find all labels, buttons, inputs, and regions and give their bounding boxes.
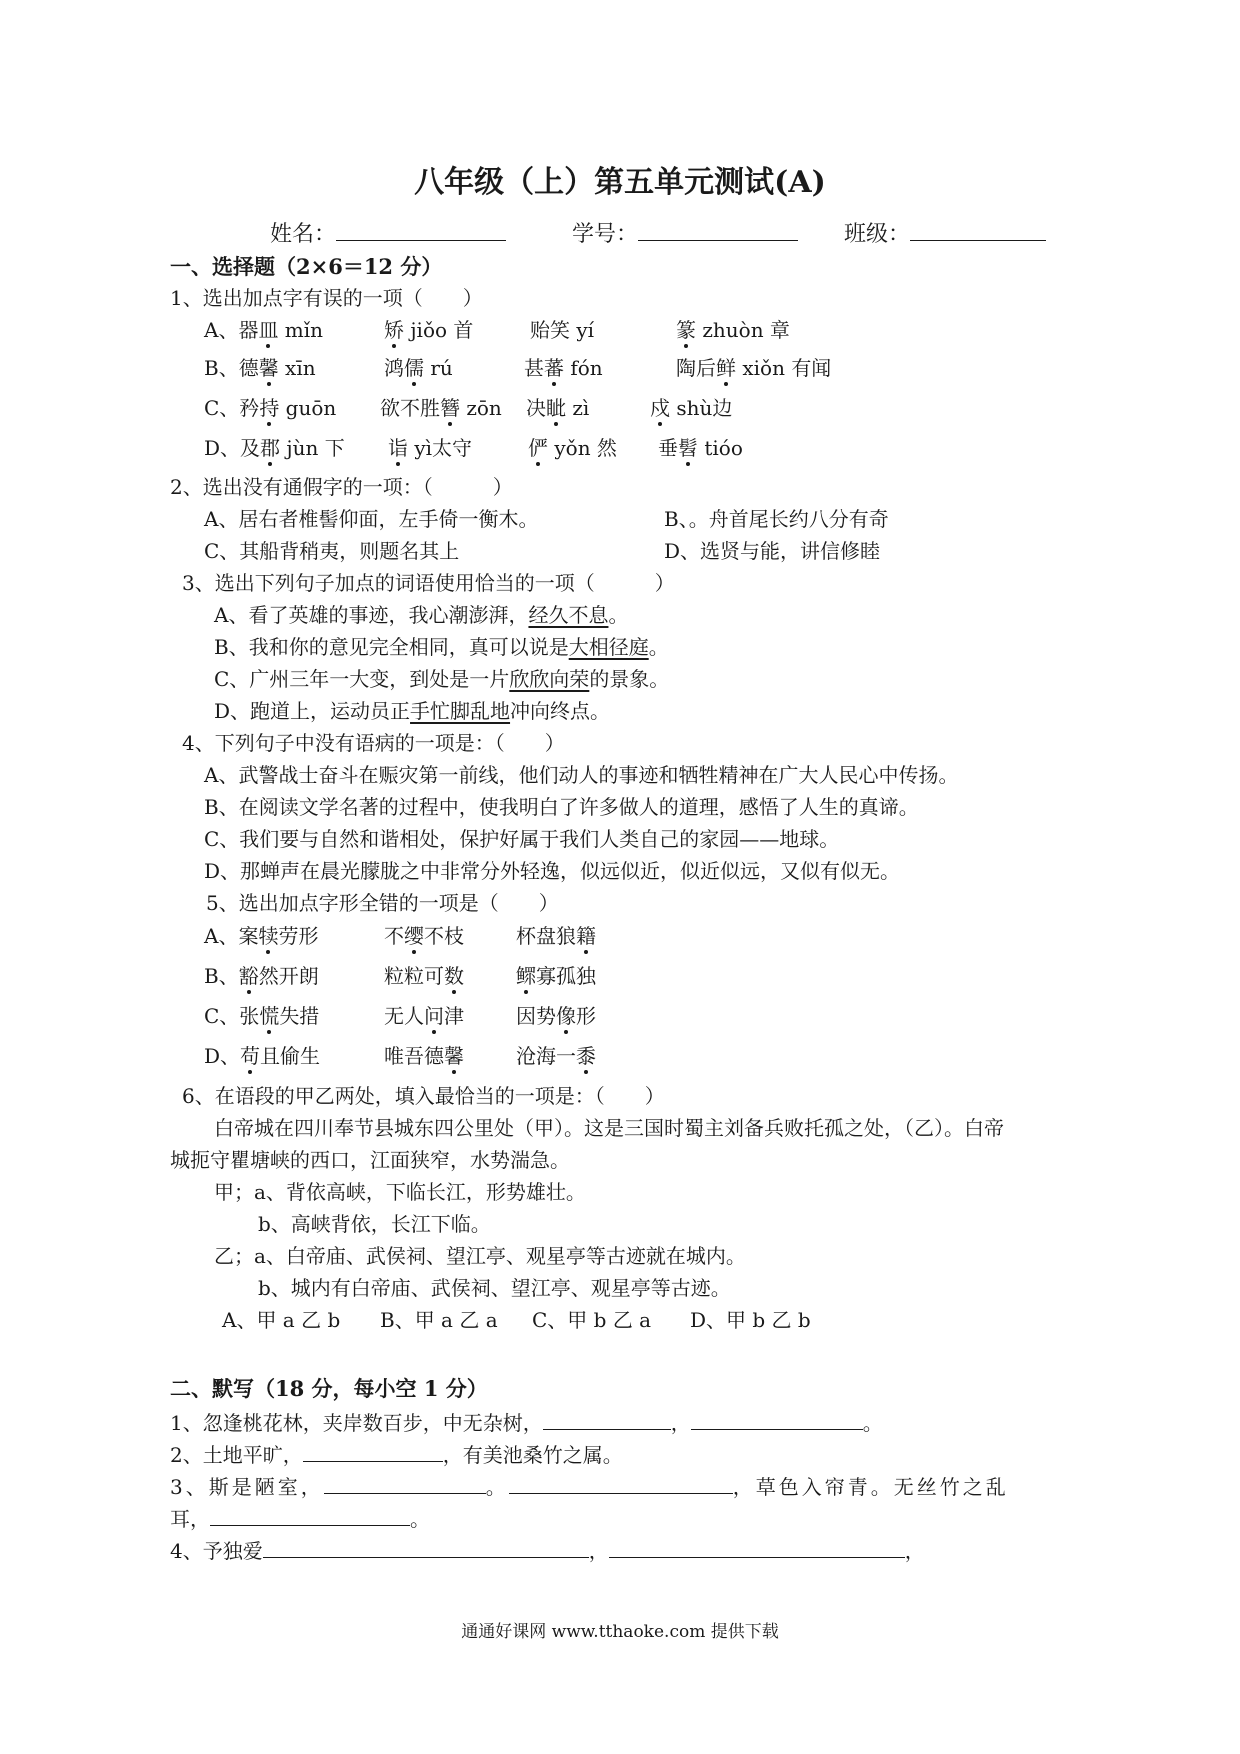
q2-option-b: B、。舟首尾长约八分有奇 — [664, 507, 889, 531]
q1-c-3-pre: 决 — [526, 396, 546, 420]
dictation-2-text: 2、土地平旷， — [170, 1443, 303, 1467]
dictation-3-period: 。 — [485, 1475, 509, 1499]
q1-c-1-dotted: 持 — [259, 396, 280, 420]
q3-b-end: 。 — [648, 635, 669, 659]
dictation-line-1 — [170, 1411, 883, 1433]
q3-c-text: C、广州三年一大变，到处是一片 — [214, 667, 510, 691]
q1-b-2-dotted: 儒 — [404, 356, 424, 380]
q1-c-4-post: shù边 — [670, 396, 733, 420]
q5-b-2-dotted: 数 — [444, 964, 464, 988]
dictation-2-blank[interactable] — [303, 1443, 443, 1462]
q1-a-1-dotted: 皿 — [258, 318, 279, 342]
dictation-3-text: 3、斯是陋室， — [170, 1475, 324, 1499]
q4-option-a: A、武警战士奋斗在赈灾第一前线，他们动人的事迹和牺牲精神在广大人民心中传扬。 — [204, 763, 959, 787]
q3-a-end: 。 — [608, 603, 629, 627]
q1-a-4-post: zhuòn 章 — [696, 318, 790, 342]
q5-d-2-dotted: 馨 — [444, 1044, 464, 1068]
q6-passage-line-2: 城扼守瞿塘峡的西口，江面狭窄，水势湍急。 — [170, 1148, 570, 1172]
q1-a-2-post: jiǒo 首 — [404, 318, 474, 342]
q1-c-2-dotted: 簪 — [440, 396, 460, 420]
q5-b-3-post: 寡孤独 — [536, 964, 596, 988]
q1-d-4-post: tióo — [698, 436, 743, 460]
q1-b-4-pre: 陶后 — [676, 356, 716, 380]
q3-option-c — [214, 669, 669, 689]
q2-option-c: C、其船背稍夷，则题名其上 — [204, 539, 460, 563]
q3-option-d — [214, 701, 610, 721]
q3-b-term: 大相径庭 — [568, 635, 649, 659]
q6-choice-c: C、甲 b 乙 a — [532, 1308, 652, 1332]
q5-c-2-pre: 无人 — [384, 1004, 424, 1028]
q3-d-term: 手忙脚乱地 — [410, 699, 511, 723]
q1-c-3-dotted: 眦 — [546, 396, 566, 420]
dictation-line-2 — [170, 1443, 623, 1465]
q5-c-3-dotted: 像 — [556, 1004, 576, 1028]
q6-jia-a: 甲；a、背依高峡，下临长江，形势雄壮。 — [214, 1180, 586, 1204]
dictation-4-comma: ， — [588, 1539, 609, 1563]
dictation-3-blank-1[interactable] — [324, 1475, 486, 1494]
student-id-label: 学号： — [572, 222, 639, 247]
q4-option-c: C、我们要与自然和谐相处，保护好属于我们人类自己的家园——地球。 — [204, 827, 840, 851]
q1-b-2-pre: 鸿 — [384, 356, 404, 380]
q5-a-1-dotted: 犊 — [258, 924, 279, 948]
q3-option-b — [214, 637, 669, 657]
q5-a-3-dotted: 籍 — [576, 924, 596, 948]
student-id-blank[interactable] — [638, 222, 798, 241]
q5-d-1-post: 且偷生 — [260, 1044, 321, 1068]
q5-stem: 5、选出加点字形全错的一项是（ ） — [206, 891, 559, 915]
q1-d-1-pre: D、及 — [204, 436, 261, 460]
class-blank[interactable] — [910, 222, 1046, 241]
dictation-1-comma: ， — [670, 1411, 691, 1435]
q1-b-3-dotted: 蕃 — [544, 356, 564, 380]
class-label: 班级： — [844, 222, 911, 247]
q1-b-1-post: xīn — [278, 356, 316, 380]
q5-c-3-post: 形 — [576, 1004, 596, 1028]
dictation-1-text: 1、忽逢桃花林，夹岸数百步，中无杂树， — [170, 1411, 543, 1435]
dictation-2-end: ，有美池桑竹之属。 — [442, 1443, 623, 1467]
q6-yi-b: b、城内有白帝庙、武侯祠、望江亭、观星亭等古迹。 — [258, 1276, 731, 1300]
q3-a-text: A、看了英雄的事迹，我心潮澎湃， — [214, 603, 529, 627]
q6-jia-b: b、高峡背依，长江下临。 — [258, 1212, 491, 1236]
q1-b-4-dotted: 鲜 — [716, 356, 736, 380]
dictation-line-3 — [170, 1475, 1009, 1497]
q6-choice-d: D、甲 b 乙 b — [690, 1308, 811, 1332]
q5-a-2-post: 不枝 — [424, 924, 464, 948]
q5-a-3-pre: 杯盘狼 — [516, 924, 576, 948]
q1-d-3-post: yǒn 然 — [548, 436, 617, 460]
dictation-4-end: ， — [904, 1539, 925, 1563]
q5-a-2-dotted: 缨 — [404, 924, 424, 948]
q3-c-end: 的景象。 — [589, 667, 670, 691]
q5-d-2-pre: 唯吾德 — [384, 1044, 444, 1068]
q1-d-4-pre: 垂 — [658, 436, 678, 460]
footer-credit: 通通好课网 www.tthaoke.com 提供下载 — [461, 1622, 779, 1642]
q1-b-3-pre: 甚 — [524, 356, 544, 380]
q5-b-1-dotted: 豁 — [238, 964, 259, 988]
q2-stem: 2、选出没有通假字的一项：（ ） — [170, 475, 513, 499]
q2-option-a: A、居右者椎髻仰面，左手倚一衡木。 — [204, 507, 539, 531]
q1-b-1-pre: B、德 — [204, 356, 259, 380]
student-id-field — [572, 222, 798, 246]
name-field — [270, 222, 506, 246]
q1-c-3-post: zì — [566, 396, 590, 420]
q3-b-text: B、我和你的意见完全相同，真可以说是 — [214, 635, 569, 659]
q1-a-1-pre: A、器 — [204, 318, 259, 342]
q5-a-1-pre: A、案 — [204, 924, 259, 948]
dictation-3b-text: 耳， — [170, 1507, 210, 1531]
q5-b-2-pre: 粒粒可 — [384, 964, 444, 988]
q1-d-1-dotted: 郡 — [260, 436, 281, 460]
q3-d-end: 冲向终点。 — [510, 699, 611, 723]
dictation-line-4 — [170, 1539, 925, 1561]
dictation-1-blank-2[interactable] — [691, 1411, 863, 1430]
q4-option-b: B、在阅读文学名著的过程中，使我明白了许多做人的道理，感悟了人生的真谛。 — [204, 795, 919, 819]
q5-c-1-pre: C、张 — [204, 1004, 260, 1028]
q5-b-3-dotted: 鳏 — [516, 964, 536, 988]
dictation-4-text: 4、予独爱 — [170, 1539, 263, 1563]
dictation-4-blank-2[interactable] — [609, 1539, 905, 1558]
name-blank[interactable] — [336, 222, 506, 241]
q1-d-2-post: yì太守 — [408, 436, 473, 460]
q1-a-2-dotted: 矫 — [384, 318, 404, 342]
q6-choice-b: B、甲 a 乙 a — [380, 1308, 498, 1332]
dictation-line-3-cont — [170, 1507, 430, 1529]
q1-d-2-dotted: 诣 — [388, 436, 408, 460]
dictation-3b-end: 。 — [410, 1507, 430, 1531]
q4-stem: 4、下列句子中没有语病的一项是：（ ） — [182, 731, 565, 755]
page-title: 八年级（上）第五单元测试(A) — [414, 165, 826, 200]
q3-stem: 3、选出下列句子加点的词语使用恰当的一项（ ） — [182, 571, 675, 595]
q1-b-1-dotted: 馨 — [258, 356, 279, 380]
q1-d-3-dotted: 俨 — [528, 436, 548, 460]
q6-choice-a: A、甲 a 乙 b — [222, 1308, 341, 1332]
q5-d-1-dotted: 苟 — [240, 1044, 261, 1068]
q3-c-term: 欣欣向荣 — [509, 667, 590, 691]
q1-b-4-post: xiǒn 有闻 — [736, 356, 832, 380]
q3-a-term: 经久不息 — [528, 603, 609, 627]
q6-stem: 6、在语段的甲乙两处，填入最恰当的一项是：（ ） — [182, 1084, 665, 1108]
q1-stem: 1、选出加点字有误的一项（ ） — [170, 286, 483, 310]
q1-b-3-post: fón — [564, 356, 603, 380]
q5-c-1-post: 失措 — [279, 1004, 320, 1028]
q6-passage-line-1: 白帝城在四川奉节县城东四公里处（甲）。这是三国时蜀主刘备兵败托孤之处，（乙）。白帝 — [214, 1116, 1004, 1140]
q1-d-4-dotted: 髫 — [678, 436, 698, 460]
q1-b-2-post: rú — [424, 356, 453, 380]
q5-c-2-dotted: 问 — [424, 1004, 444, 1028]
class-field — [844, 222, 1046, 246]
q1-d-1-post: jùn 下 — [280, 436, 345, 460]
q5-a-1-post: 劳形 — [278, 924, 319, 948]
q5-a-2-pre: 不 — [384, 924, 404, 948]
q5-c-1-dotted: 慌 — [259, 1004, 280, 1028]
q1-a-4-dotted: 篆 — [676, 318, 696, 342]
q1-c-1-post: guōn — [279, 396, 337, 420]
dictation-4-blank-1[interactable] — [263, 1539, 589, 1558]
dictation-1-blank-1[interactable] — [543, 1411, 671, 1430]
q5-c-3-pre: 因势 — [516, 1004, 556, 1028]
q3-option-a — [214, 605, 628, 625]
name-label: 姓名： — [270, 222, 337, 247]
section-2-heading: 二、默写（18 分，每小空 1 分） — [170, 1376, 488, 1401]
dictation-3-blank-2[interactable] — [509, 1475, 733, 1494]
q5-c-2-post: 津 — [444, 1004, 464, 1028]
q1-c-2-post: zōn — [460, 396, 502, 420]
q3-d-text: D、跑道上，运动员正 — [214, 699, 411, 723]
q5-d-3-pre: 沧海一 — [516, 1044, 576, 1068]
q5-b-1-post: 然开朗 — [258, 964, 319, 988]
q1-a-1-post: mǐn — [278, 318, 324, 342]
dictation-3-end: ，草色入帘青。无丝竹之乱 — [732, 1475, 1009, 1499]
q5-d-3-dotted: 黍 — [576, 1044, 596, 1068]
dictation-3-blank-3[interactable] — [210, 1507, 410, 1526]
q1-c-2-pre: 欲不胜 — [380, 396, 440, 420]
q6-yi-a: 乙；a、白帝庙、武侯祠、望江亭、观星亭等古迹就在城内。 — [214, 1244, 746, 1268]
q2-option-d: D、选贤与能，讲信修睦 — [664, 539, 881, 563]
q1-a-3-pre: 贻笑 — [530, 318, 570, 342]
q1-a-3-post: yí — [570, 318, 595, 342]
q1-c-4-dotted: 戍 — [650, 396, 670, 420]
q5-d-1-pre: D、 — [204, 1044, 241, 1068]
q1-c-1-pre: C、矜 — [204, 396, 260, 420]
q5-b-1-pre: B、 — [204, 964, 239, 988]
section-1-heading: 一、选择题（2×6＝12 分） — [170, 254, 443, 279]
dictation-1-end: 。 — [862, 1411, 883, 1435]
q4-option-d: D、那蝉声在晨光朦胧之中非常分外轻逸，似远似近，似近似远，又似有似无。 — [204, 859, 901, 883]
